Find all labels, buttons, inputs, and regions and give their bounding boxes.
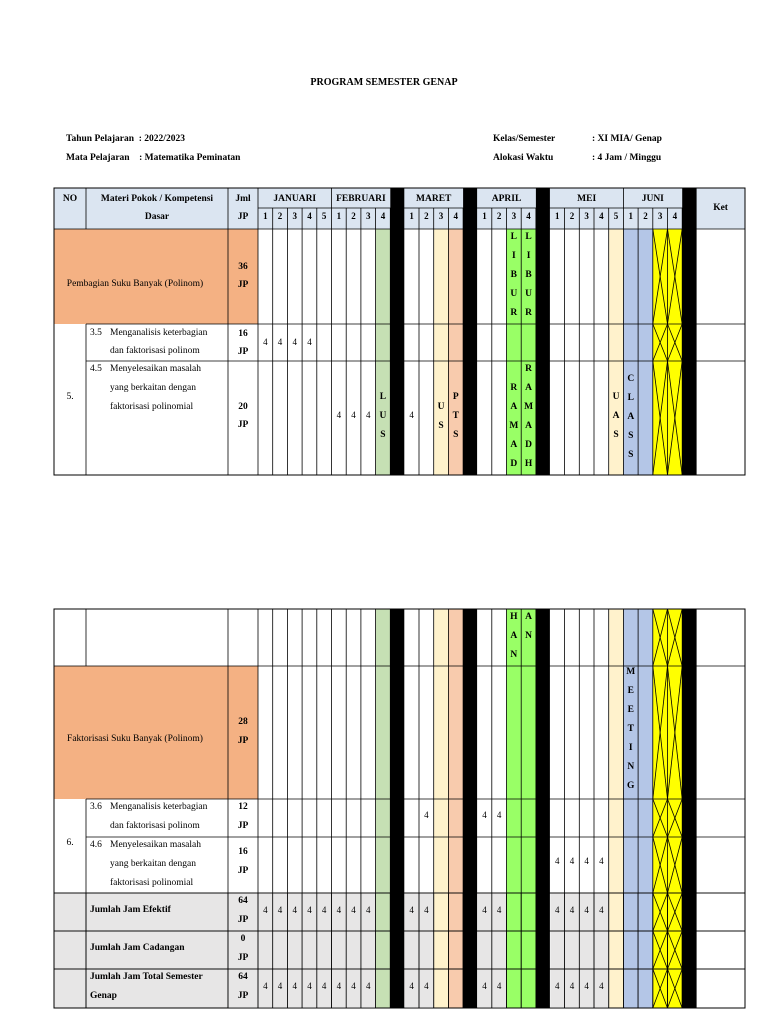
week-hours: 4: [351, 410, 356, 420]
summary-week-cell: [405, 931, 419, 968]
kd-text: faktorisasi polinomial: [110, 878, 194, 888]
summary-no-cell: [55, 932, 86, 969]
week-hours: 4: [336, 905, 342, 915]
week-hours: 4: [292, 981, 297, 991]
header-week: 2: [569, 211, 575, 221]
row-number: 6.: [66, 838, 74, 848]
jp-unit: JP: [237, 991, 249, 1001]
libur-label: R: [525, 308, 532, 318]
pts-label: S: [453, 430, 459, 440]
week-hours: 4: [584, 981, 589, 991]
summary-week-cell: [303, 931, 317, 968]
summary-week-cell: [565, 931, 579, 968]
kd-text: faktorisasi polinomial: [110, 402, 194, 412]
meeting-label: E: [627, 705, 634, 715]
week-hours: 4: [366, 981, 371, 991]
week-hours: 4: [366, 905, 371, 915]
kelas-semester-value: : XI MIA/ Genap: [592, 134, 662, 144]
separator-column: [682, 609, 696, 1008]
ramadhan-label: A: [510, 440, 518, 450]
us-column: [434, 229, 449, 475]
ramadhan-label: A: [510, 631, 518, 641]
kd-code: 4.5: [90, 364, 102, 374]
header-month: FEBRUARI: [336, 194, 386, 204]
jp-value: 28: [238, 717, 248, 727]
uas-label: U: [612, 392, 620, 402]
week-hours: 4: [569, 981, 575, 991]
header-week: 1: [263, 211, 268, 221]
separator-column: [682, 188, 696, 229]
class-label: S: [628, 450, 634, 460]
separator-column: [463, 609, 477, 1008]
jp-value: 64: [238, 972, 248, 982]
kd-text: Menyelesaikan masalah: [110, 364, 202, 374]
summary-label: Jumlah Jam Total Semester: [90, 972, 203, 982]
ramadhan-label: M: [524, 402, 534, 412]
week-hours: 4: [292, 337, 297, 347]
kd-code: 3.5: [90, 328, 102, 338]
jp-unit: JP: [237, 866, 249, 876]
summary-week-cell: [332, 931, 346, 968]
libur-label: U: [525, 289, 532, 299]
meeting-label: N: [627, 762, 635, 772]
week-hours: 4: [409, 410, 414, 420]
week-hours: 4: [424, 810, 429, 820]
ramadhan-label: A: [525, 421, 532, 431]
libur-label: I: [511, 251, 516, 261]
separator-column: [390, 188, 404, 229]
row-fill: [54, 229, 258, 324]
week-hours: 4: [555, 981, 560, 991]
lus-label: S: [380, 430, 386, 440]
header-week: 4: [599, 211, 604, 221]
summary-week-cell: [492, 931, 506, 968]
class-label: L: [627, 393, 634, 403]
summary-week-cell: [594, 931, 608, 968]
uas-column: [609, 609, 624, 1008]
week-hours: 4: [482, 981, 487, 991]
summary-week-cell: [580, 931, 594, 968]
summary-week-cell: [478, 931, 492, 968]
meeting-label: G: [627, 781, 635, 791]
ramadhan-label: A: [525, 383, 532, 393]
jp-value: 12: [238, 802, 248, 812]
libur-label: L: [510, 232, 518, 242]
pts-column: [448, 609, 463, 1008]
class-label: C: [627, 374, 635, 384]
libur-label: L: [525, 232, 532, 242]
jp-unit: JP: [237, 280, 249, 290]
class-label: S: [628, 431, 634, 441]
summary-no-cell: [55, 970, 86, 1008]
week-hours: 4: [599, 856, 604, 866]
week-hours: 4: [496, 981, 502, 991]
kd-text: dan faktorisasi polinom: [110, 346, 200, 356]
header-week: 1: [628, 211, 633, 221]
header-week: 3: [511, 211, 517, 221]
week-hours: 4: [351, 905, 356, 915]
week-hours: 4: [277, 981, 283, 991]
header-week: 3: [657, 211, 663, 221]
week-hours: 4: [336, 981, 342, 991]
header-month: APRIL: [491, 194, 522, 204]
ramadhan-label: R: [510, 383, 518, 393]
summary-label: Jumlah Jam Efektif: [90, 905, 171, 915]
header-week: 1: [336, 211, 342, 221]
jp-value: 20: [238, 402, 248, 412]
week-hours: 4: [569, 856, 575, 866]
week-hours: 4: [424, 905, 429, 915]
week-hours: 4: [496, 905, 502, 915]
jp-unit: JP: [237, 347, 249, 357]
pts-label: T: [452, 411, 459, 421]
ramadhan-label: R: [525, 364, 532, 374]
materi-pokok-1: Pembagian Suku Banyak (Polinom): [66, 279, 204, 289]
jp-value: 16: [238, 847, 248, 857]
header-week: 4: [307, 211, 312, 221]
week-hours: 4: [555, 856, 560, 866]
header-materi: Materi Pokok / Kompetensi: [100, 194, 214, 204]
week-hours: 4: [277, 337, 283, 347]
ramadhan-label: N: [525, 631, 532, 641]
separator-column: [536, 188, 550, 229]
header-materi-line2: Dasar: [144, 212, 170, 222]
header-jml: Jml: [235, 194, 251, 204]
summary-week-cell: [361, 931, 375, 968]
header-week: 2: [424, 211, 429, 221]
week-hours: 4: [263, 981, 268, 991]
kd-code: 4.6: [90, 840, 102, 850]
summary-week-cell: [550, 931, 564, 968]
ramadhan-label: D: [525, 440, 532, 450]
tahun-pelajaran: Tahun Pelajaran : 2022/2023: [66, 134, 185, 144]
summary-week-cell: [273, 931, 287, 968]
week-hours: 4: [496, 810, 502, 820]
kd-code: 3.6: [90, 802, 102, 812]
header-week: 5: [613, 211, 619, 221]
jp-value: 36: [238, 262, 248, 272]
kd-text: dan faktorisasi polinom: [110, 821, 200, 831]
uas-label: S: [613, 430, 619, 440]
header-week: 1: [409, 211, 414, 221]
week-hours: 4: [263, 905, 268, 915]
header-week: 2: [643, 211, 648, 221]
header-week: 2: [496, 211, 502, 221]
mata-pelajaran: Mata Pelajaran : Matematika Peminatan: [66, 153, 241, 163]
ramadhan-label: M: [509, 421, 519, 431]
kd-text: Menganalisis keterbagian: [110, 328, 208, 338]
week-hours: 4: [263, 337, 268, 347]
meeting-label: T: [627, 724, 634, 734]
separator-column: [536, 188, 550, 475]
week-hours: 4: [569, 905, 575, 915]
jp-value: 16: [238, 329, 248, 339]
materi-pokok-2: Faktorisasi Suku Banyak (Polinom): [67, 734, 203, 744]
week-hours: 4: [321, 981, 327, 991]
header-month: MARET: [416, 194, 452, 204]
week-hours: 4: [584, 905, 589, 915]
summary-week-cell: [347, 931, 361, 968]
header-week: 4: [380, 211, 386, 221]
pts-label: P: [452, 392, 459, 402]
libur-label: B: [525, 270, 532, 280]
ramadhan-label: H: [524, 459, 533, 469]
summary-no-cell: [55, 894, 86, 931]
lus-label: L: [379, 392, 387, 402]
kelas-semester-label: Kelas/Semester: [493, 134, 556, 144]
header-month: JANUARI: [273, 194, 317, 204]
uas-label: A: [612, 411, 620, 421]
header-week: 2: [351, 211, 356, 221]
week-hours: 4: [307, 337, 312, 347]
week-hours: 4: [292, 905, 297, 915]
alokasi-waktu-label: Alokasi Waktu: [493, 153, 554, 163]
libur-label: I: [526, 251, 531, 261]
class-label: A: [627, 412, 635, 422]
separator-column: [682, 188, 696, 475]
kd-text: yang berkaitan dengan: [110, 383, 196, 393]
lus-column: [376, 609, 391, 1008]
row-number: 5.: [66, 392, 74, 402]
header-week: 1: [555, 211, 560, 221]
header-week: 1: [482, 211, 487, 221]
kd-text: Menyelesaikan masalah: [110, 840, 202, 850]
week-hours: 4: [409, 905, 414, 915]
alokasi-waktu-value: : 4 Jam / Minggu: [592, 153, 662, 163]
week-hours: 4: [307, 981, 312, 991]
jp-value: 0: [240, 934, 246, 944]
meeting-label: M: [626, 667, 636, 677]
header-jp: JP: [237, 212, 249, 222]
summary-week-cell: [258, 931, 272, 968]
week-hours: 4: [336, 410, 342, 420]
header-week: 3: [584, 211, 589, 221]
separator-column: [463, 188, 477, 229]
week-hours: 4: [584, 856, 589, 866]
separator-column: [390, 188, 404, 475]
ramadhan-label: N: [510, 650, 518, 660]
summary-label: Genap: [90, 991, 117, 1001]
week-hours: 4: [555, 905, 560, 915]
header-week: 2: [277, 211, 283, 221]
header-week: 4: [672, 211, 678, 221]
separator-column: [463, 188, 477, 475]
ramadhan-label: A: [525, 612, 532, 622]
header-ket: Ket: [713, 203, 728, 213]
meeting-label: I: [628, 743, 633, 753]
header-week: 3: [292, 211, 297, 221]
header-month: JUNI: [641, 194, 664, 204]
jp-unit: JP: [237, 953, 249, 963]
header-week: 3: [366, 211, 371, 221]
us-column: [434, 609, 449, 1008]
separator-column: [536, 609, 550, 1008]
kd-text: yang berkaitan dengan: [110, 859, 196, 869]
header-week: 4: [526, 211, 531, 221]
row-fill: [54, 666, 258, 799]
jp-unit: JP: [237, 915, 249, 925]
week-hours: 4: [277, 905, 283, 915]
summary-label: Jumlah Jam Cadangan: [90, 943, 185, 953]
jp-unit: JP: [237, 821, 249, 831]
meeting-label: E: [627, 686, 634, 696]
header-no: NO: [62, 194, 78, 204]
summary-week-cell: [317, 931, 331, 968]
document-title: PROGRAM SEMESTER GENAP: [310, 77, 458, 88]
week-hours: 4: [482, 905, 487, 915]
separator-column: [390, 609, 404, 1008]
jp-unit: JP: [237, 736, 249, 746]
week-hours: 4: [482, 810, 487, 820]
lus-label: U: [379, 411, 387, 421]
jp-value: 64: [238, 896, 248, 906]
ramadhan-label: D: [510, 459, 518, 469]
week-hours: 4: [424, 981, 429, 991]
week-hours: 4: [351, 981, 356, 991]
libur-label: B: [510, 270, 518, 280]
week-hours: 4: [599, 981, 604, 991]
header-month: MEI: [577, 194, 597, 204]
week-hours: 4: [366, 410, 371, 420]
ramadhan-label: H: [510, 612, 518, 622]
header-week: 5: [321, 211, 327, 221]
us-label: S: [438, 421, 444, 431]
us-label: U: [437, 402, 445, 412]
ramadhan-label: A: [510, 402, 518, 412]
week-hours: 4: [307, 905, 312, 915]
libur-label: R: [510, 308, 518, 318]
kd-text: Menganalisis keterbagian: [110, 802, 208, 812]
jp-unit: JP: [237, 420, 249, 430]
week-hours: 4: [599, 905, 604, 915]
summary-week-cell: [419, 931, 433, 968]
libur-label: U: [510, 289, 518, 299]
summary-week-cell: [288, 931, 302, 968]
week-hours: 4: [321, 905, 327, 915]
header-week: 4: [453, 211, 458, 221]
week-hours: 4: [409, 981, 414, 991]
header-week: 3: [438, 211, 444, 221]
